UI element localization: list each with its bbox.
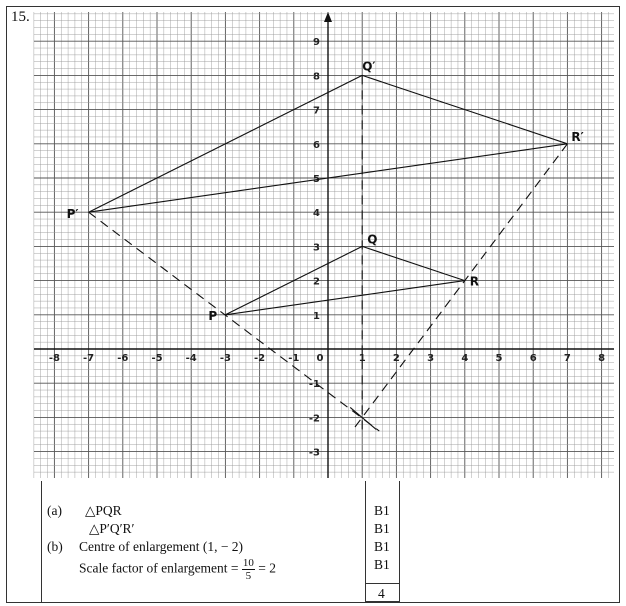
y-tick-label: 3 xyxy=(313,242,320,254)
x-tick-label: -1 xyxy=(288,353,300,364)
y-tick-label: 9 xyxy=(313,37,320,49)
y-axis-arrow xyxy=(324,12,332,22)
fraction xyxy=(242,557,255,582)
question-number: 15. xyxy=(11,9,30,25)
x-tick-label: -7 xyxy=(83,353,95,364)
x-tick-label: 1 xyxy=(358,353,366,364)
y-tick-label: 6 xyxy=(313,139,320,151)
y-tick-label: -1 xyxy=(308,379,320,391)
x-tick-label: 3 xyxy=(427,353,435,364)
answer-text: △P′Q′R′ xyxy=(89,521,135,536)
point-label: R′ xyxy=(571,129,584,144)
mark-a2: B1 xyxy=(374,521,390,536)
tick-labels xyxy=(49,37,605,458)
fraction-denominator: 5 xyxy=(245,570,252,582)
scheme-remark-divider xyxy=(399,481,400,603)
y-tick-label: -3 xyxy=(308,447,320,459)
total-mark: 4 xyxy=(378,586,385,601)
point-labels xyxy=(67,59,584,322)
answer-text: △PQR xyxy=(85,503,122,518)
scheme-mark-divider xyxy=(365,481,366,603)
x-tick-label: 2 xyxy=(392,353,400,364)
point-label: P′ xyxy=(66,207,79,222)
x-tick-label: -3 xyxy=(219,353,231,364)
mark-b1: B1 xyxy=(374,539,390,554)
point-label: Q xyxy=(367,232,378,247)
x-tick-label: -8 xyxy=(48,353,60,364)
point-label: R xyxy=(469,274,480,289)
point-label: P xyxy=(208,308,218,323)
fraction-numerator: 10 xyxy=(242,557,254,569)
grid xyxy=(34,12,614,478)
y-tick-label: 4 xyxy=(313,208,320,220)
point-label: Q′ xyxy=(362,59,376,74)
x-tick-label: 8 xyxy=(598,353,606,364)
x-tick-label: 6 xyxy=(529,353,537,364)
y-tick-label: 1 xyxy=(313,310,320,322)
y-tick-label: -2 xyxy=(308,413,320,425)
mark-a1: B1 xyxy=(374,503,390,518)
x-tick-label: 4 xyxy=(461,353,469,364)
mark-b2: B1 xyxy=(374,557,390,572)
axes xyxy=(34,12,614,478)
scheme-left-border xyxy=(41,481,42,603)
y-tick-label: 5 xyxy=(313,174,320,185)
marking-scheme xyxy=(41,481,611,603)
x-tick-label: 5 xyxy=(495,353,503,364)
x-tick-label: -5 xyxy=(151,353,163,364)
y-tick-label: 8 xyxy=(313,71,320,83)
x-tick-label: -6 xyxy=(117,353,129,364)
answer-suffix: = 2 xyxy=(254,560,277,576)
x-tick-label: 0 xyxy=(316,353,324,364)
total-divider xyxy=(365,583,399,584)
part-label: (a) xyxy=(47,503,62,518)
x-tick-label: -2 xyxy=(254,353,266,364)
x-tick-label: 7 xyxy=(563,353,571,364)
answer-text: Centre of enlargement (1, − 2) xyxy=(79,539,244,554)
y-tick-label: 7 xyxy=(313,105,320,117)
y-tick-label: 2 xyxy=(313,276,320,288)
answer-text: Scale factor of enlargement = xyxy=(79,560,242,576)
part-label: (b) xyxy=(47,539,63,554)
x-tick-label: -4 xyxy=(185,353,197,364)
